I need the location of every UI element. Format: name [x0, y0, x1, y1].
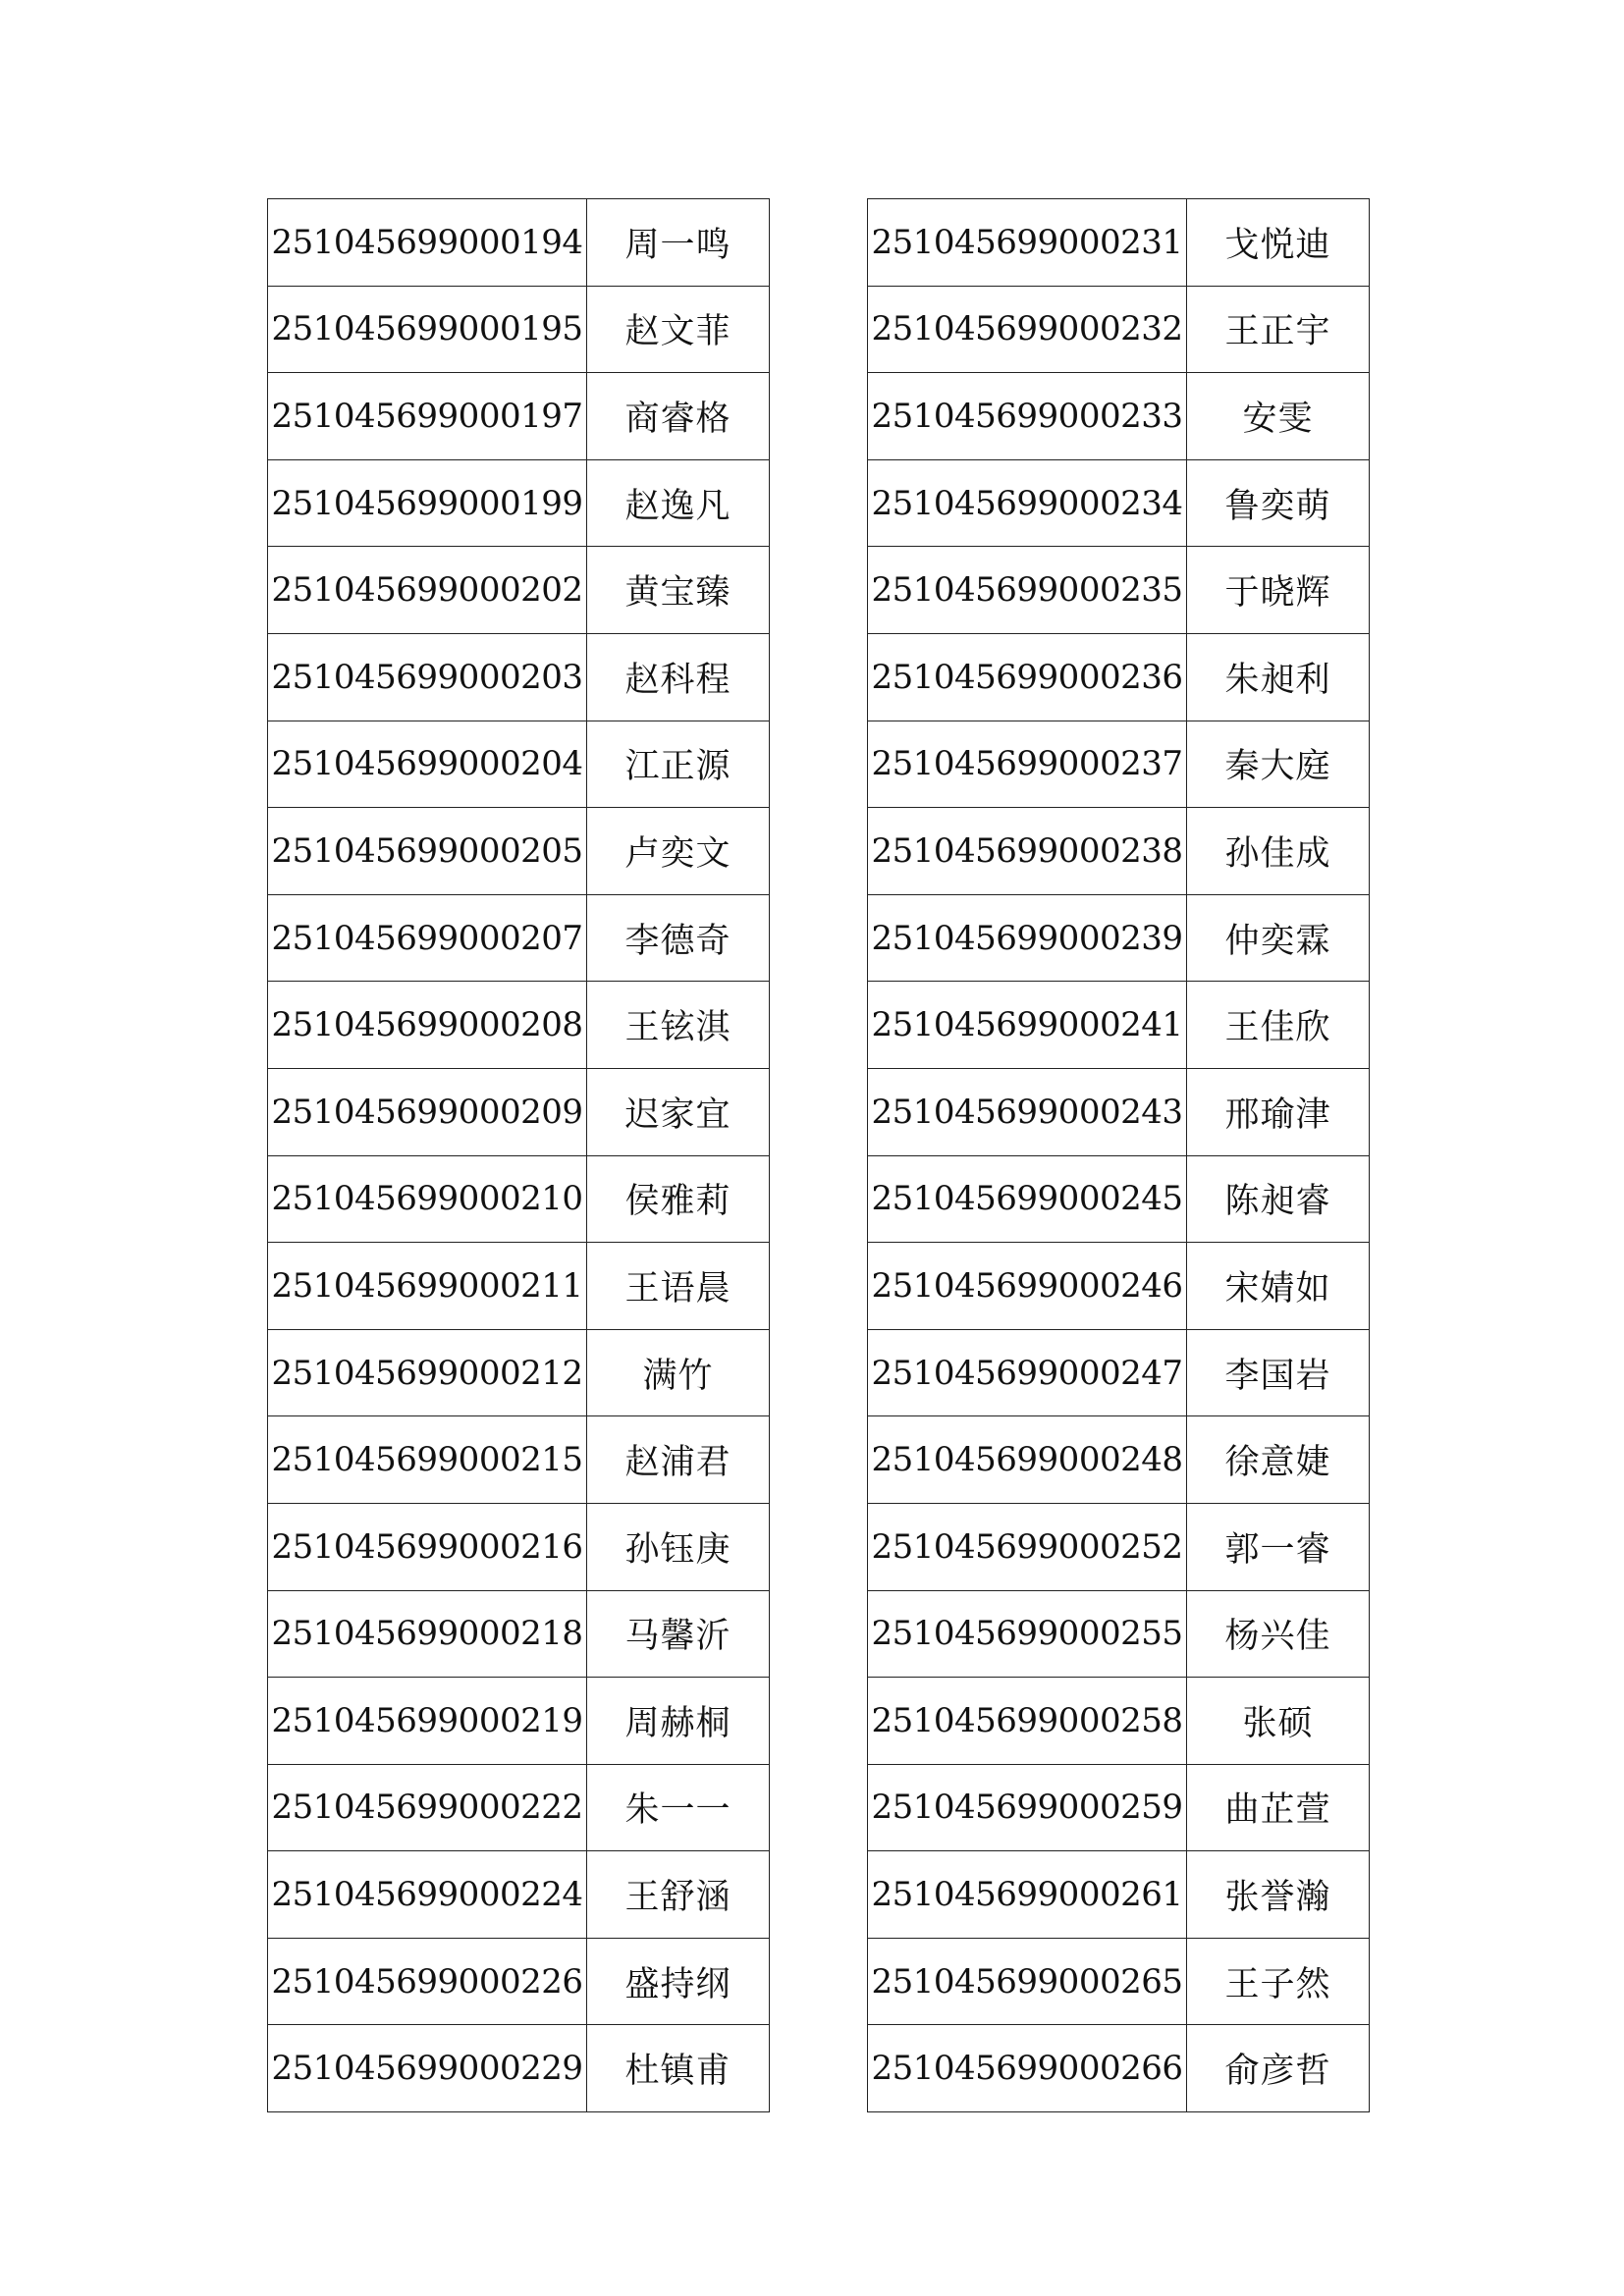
exam-number-cell: 251045699000207 — [268, 894, 587, 982]
table-row — [868, 1243, 1370, 1330]
table-row — [268, 721, 770, 808]
table-row — [268, 459, 770, 547]
name-cell: 安雯 — [1187, 373, 1370, 460]
table-row — [868, 721, 1370, 808]
exam-number-cell: 251045699000215 — [268, 1416, 587, 1504]
name-cell: 孙钰庚 — [587, 1503, 770, 1590]
exam-number-cell: 251045699000232 — [868, 286, 1187, 373]
exam-number-cell: 251045699000194 — [268, 199, 587, 287]
name-cell: 于晓辉 — [1187, 547, 1370, 634]
table-row — [868, 1851, 1370, 1939]
table-row — [868, 1938, 1370, 2025]
table-row — [868, 1503, 1370, 1590]
name-cell: 杨兴佳 — [1187, 1590, 1370, 1678]
name-cell: 赵浦君 — [587, 1416, 770, 1504]
name-cell: 徐意婕 — [1187, 1416, 1370, 1504]
name-cell: 李德奇 — [587, 894, 770, 982]
name-cell: 赵文菲 — [587, 286, 770, 373]
name-cell: 江正源 — [587, 721, 770, 808]
table-row — [268, 1678, 770, 1765]
table-row — [268, 547, 770, 634]
name-cell: 王子然 — [1187, 1938, 1370, 2025]
table-row — [868, 373, 1370, 460]
table-row — [268, 1416, 770, 1504]
exam-number-cell: 251045699000216 — [268, 1503, 587, 1590]
name-cell: 俞彦哲 — [1187, 2025, 1370, 2112]
name-cell: 孙佳成 — [1187, 808, 1370, 895]
exam-number-cell: 251045699000211 — [268, 1243, 587, 1330]
exam-number-cell: 251045699000247 — [868, 1329, 1187, 1416]
exam-number-cell: 251045699000222 — [268, 1764, 587, 1851]
roster-body-right — [868, 199, 1370, 2112]
exam-number-cell: 251045699000233 — [868, 373, 1187, 460]
table-row — [868, 894, 1370, 982]
name-cell: 宋婧如 — [1187, 1243, 1370, 1330]
name-cell: 马馨沂 — [587, 1590, 770, 1678]
table-row — [268, 894, 770, 982]
roster-table-left — [267, 198, 770, 2112]
name-cell: 迟家宜 — [587, 1068, 770, 1155]
name-cell: 李国岩 — [1187, 1329, 1370, 1416]
name-cell: 陈昶睿 — [1187, 1155, 1370, 1243]
exam-number-cell: 251045699000266 — [868, 2025, 1187, 2112]
table-row — [268, 1243, 770, 1330]
name-cell: 鲁奕萌 — [1187, 459, 1370, 547]
exam-number-cell: 251045699000199 — [268, 459, 587, 547]
exam-number-cell: 251045699000265 — [868, 1938, 1187, 2025]
exam-number-cell: 251045699000203 — [268, 633, 587, 721]
exam-number-cell: 251045699000209 — [268, 1068, 587, 1155]
table-row — [268, 199, 770, 287]
table-row — [868, 1155, 1370, 1243]
exam-number-cell: 251045699000226 — [268, 1938, 587, 2025]
name-cell: 王正宇 — [1187, 286, 1370, 373]
name-cell: 王舒涵 — [587, 1851, 770, 1939]
name-cell: 盛持纲 — [587, 1938, 770, 2025]
table-row — [268, 1329, 770, 1416]
table-row — [268, 1503, 770, 1590]
table-row — [868, 459, 1370, 547]
exam-number-cell: 251045699000236 — [868, 633, 1187, 721]
exam-number-cell: 251045699000241 — [868, 982, 1187, 1069]
name-cell: 赵科程 — [587, 633, 770, 721]
name-cell: 王佳欣 — [1187, 982, 1370, 1069]
name-cell: 侯雅莉 — [587, 1155, 770, 1243]
name-cell: 满竹 — [587, 1329, 770, 1416]
exam-number-cell: 251045699000235 — [868, 547, 1187, 634]
table-row — [268, 1851, 770, 1939]
table-row — [868, 547, 1370, 634]
exam-number-cell: 251045699000197 — [268, 373, 587, 460]
exam-number-cell: 251045699000255 — [868, 1590, 1187, 1678]
table-row — [268, 373, 770, 460]
exam-number-cell: 251045699000234 — [868, 459, 1187, 547]
exam-number-cell: 251045699000248 — [868, 1416, 1187, 1504]
name-cell: 仲奕霖 — [1187, 894, 1370, 982]
name-cell: 戈悦迪 — [1187, 199, 1370, 287]
name-cell: 卢奕文 — [587, 808, 770, 895]
table-row — [868, 2025, 1370, 2112]
exam-number-cell: 251045699000212 — [268, 1329, 587, 1416]
exam-number-cell: 251045699000259 — [868, 1764, 1187, 1851]
exam-number-cell: 251045699000208 — [268, 982, 587, 1069]
name-cell: 周赫桐 — [587, 1678, 770, 1765]
name-cell: 郭一睿 — [1187, 1503, 1370, 1590]
exam-number-cell: 251045699000243 — [868, 1068, 1187, 1155]
table-row — [268, 1938, 770, 2025]
table-row — [868, 1590, 1370, 1678]
name-cell: 周一鸣 — [587, 199, 770, 287]
table-row — [868, 633, 1370, 721]
exam-number-cell: 251045699000229 — [268, 2025, 587, 2112]
exam-number-cell: 251045699000224 — [268, 1851, 587, 1939]
exam-number-cell: 251045699000205 — [268, 808, 587, 895]
name-cell: 曲芷萱 — [1187, 1764, 1370, 1851]
table-row — [868, 1068, 1370, 1155]
table-row — [868, 808, 1370, 895]
table-row — [268, 1068, 770, 1155]
name-cell: 王语晨 — [587, 1243, 770, 1330]
exam-number-cell: 251045699000261 — [868, 1851, 1187, 1939]
exam-number-cell: 251045699000204 — [268, 721, 587, 808]
table-row — [868, 1329, 1370, 1416]
table-row — [868, 982, 1370, 1069]
table-row — [868, 1678, 1370, 1765]
table-row — [268, 1764, 770, 1851]
name-cell: 王铉淇 — [587, 982, 770, 1069]
table-row — [268, 286, 770, 373]
name-cell: 商睿格 — [587, 373, 770, 460]
exam-number-cell: 251045699000258 — [868, 1678, 1187, 1765]
name-cell: 秦大庭 — [1187, 721, 1370, 808]
exam-number-cell: 251045699000238 — [868, 808, 1187, 895]
name-cell: 张誉瀚 — [1187, 1851, 1370, 1939]
exam-number-cell: 251045699000218 — [268, 1590, 587, 1678]
table-row — [868, 286, 1370, 373]
name-cell: 杜镇甫 — [587, 2025, 770, 2112]
table-row — [268, 1155, 770, 1243]
exam-number-cell: 251045699000202 — [268, 547, 587, 634]
name-cell: 朱昶利 — [1187, 633, 1370, 721]
table-row — [868, 199, 1370, 287]
exam-number-cell: 251045699000239 — [868, 894, 1187, 982]
table-row — [268, 2025, 770, 2112]
exam-number-cell: 251045699000210 — [268, 1155, 587, 1243]
exam-number-cell: 251045699000246 — [868, 1243, 1187, 1330]
name-cell: 赵逸凡 — [587, 459, 770, 547]
exam-number-cell: 251045699000252 — [868, 1503, 1187, 1590]
name-cell: 邢瑜津 — [1187, 1068, 1370, 1155]
table-row — [868, 1764, 1370, 1851]
name-cell: 朱一一 — [587, 1764, 770, 1851]
roster-body-left — [268, 199, 770, 2112]
exam-number-cell: 251045699000237 — [868, 721, 1187, 808]
table-row — [268, 1590, 770, 1678]
table-row — [268, 808, 770, 895]
table-row — [268, 982, 770, 1069]
exam-number-cell: 251045699000219 — [268, 1678, 587, 1765]
table-row — [268, 633, 770, 721]
roster-table-right — [867, 198, 1370, 2112]
exam-number-cell: 251045699000231 — [868, 199, 1187, 287]
name-cell: 张硕 — [1187, 1678, 1370, 1765]
table-row — [868, 1416, 1370, 1504]
name-cell: 黄宝臻 — [587, 547, 770, 634]
exam-number-cell: 251045699000195 — [268, 286, 587, 373]
exam-number-cell: 251045699000245 — [868, 1155, 1187, 1243]
